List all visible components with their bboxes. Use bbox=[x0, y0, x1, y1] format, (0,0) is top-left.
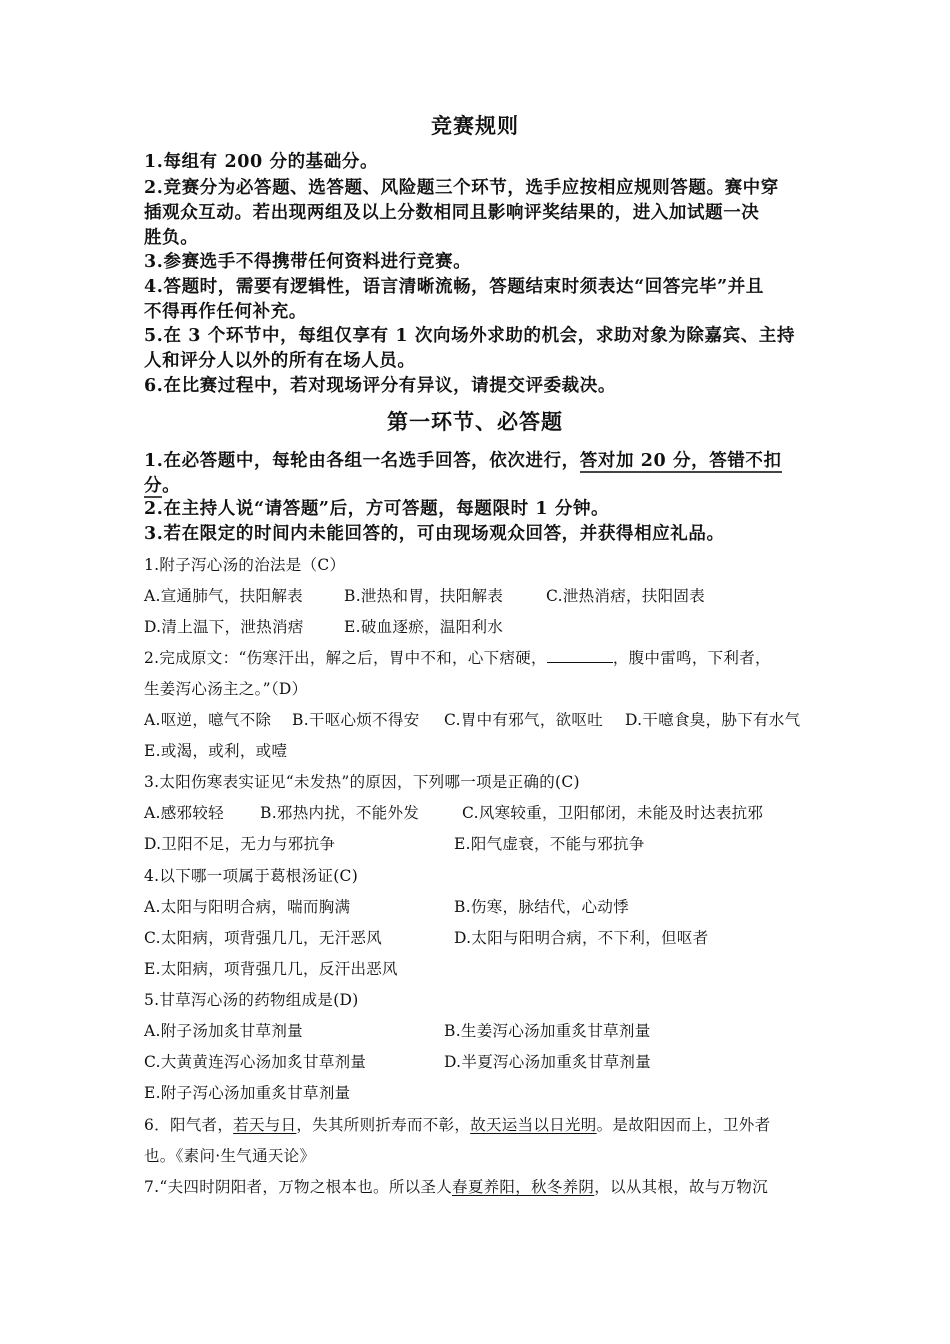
rule-line-8: 5.在 3 个环节中，每组仅享有 1 次向场外求助的机会，求助对象为除嘉宾、主持 bbox=[144, 326, 795, 346]
q5-option-b: B.生姜泻心汤加重炙甘草剂量 bbox=[444, 1022, 651, 1040]
q6-answer-1: 若天与日 bbox=[233, 1116, 297, 1134]
q2-text: 2.完成原文：“伤寒汗出，解之后，胃中不和，心下痞硬， bbox=[144, 649, 547, 667]
q4-option-d: D.太阳与阳明合病，不下利，但呕者 bbox=[454, 929, 709, 947]
question-6-cont: 也。《素问·生气通天论》 bbox=[144, 1147, 316, 1165]
section-rule-1-end: 。 bbox=[162, 476, 181, 496]
q5-option-e: E.附子泻心汤加重炙甘草剂量 bbox=[144, 1084, 351, 1102]
q4-option-a: A.太阳与阳明合病，喘而胸满 bbox=[144, 898, 351, 916]
q6-text-2: ，失其所则折寿而不彰， bbox=[296, 1116, 471, 1134]
q6-text: 6．阳气者， bbox=[144, 1116, 234, 1134]
q3-option-a: A.感邪较轻 bbox=[144, 804, 224, 822]
q5-option-c: C.大黄黄连泻心汤加炙甘草剂量 bbox=[144, 1053, 367, 1071]
q5-option-a: A.附子汤加炙甘草剂量 bbox=[144, 1022, 303, 1040]
section-rule-1 bbox=[144, 449, 824, 473]
q2-option-a: A.呕逆，噫气不除 bbox=[144, 711, 272, 729]
rule-line-6: 4.答题时，需要有逻辑性，语言清晰流畅，答题结束时须表达“回答完毕”并且 bbox=[144, 277, 764, 297]
question-2-cont: 生姜泻心汤主之。”（D） bbox=[144, 680, 308, 698]
q1-option-e: E.破血逐瘀，温阳利水 bbox=[344, 618, 504, 636]
question-4: 4.以下哪一项属于葛根汤证(C) bbox=[144, 867, 359, 885]
q4-option-e: E.太阳病，项背强几几，反汗出恶风 bbox=[144, 960, 398, 978]
question-1: 1.附子泻心汤的治法是（C） bbox=[144, 556, 346, 574]
page-title: 竞赛规则 bbox=[431, 113, 519, 138]
q6-answer-2: 故天运当以日光明 bbox=[470, 1116, 597, 1134]
q2-option-b: B.干呕心烦不得安 bbox=[292, 711, 420, 729]
section-rule-3: 3.若在限定的时间内未能回答的，可由现场观众回答，并获得相应礼品。 bbox=[144, 524, 725, 544]
section-rule-1-highlight: 答对加 20 分，答错不扣 bbox=[579, 451, 782, 471]
q6-text-3: 。是故阳因而上，卫外者 bbox=[596, 1116, 771, 1134]
q3-option-d: D.卫阳不足，无力与邪抗争 bbox=[144, 835, 336, 853]
question-5: 5.甘草泻心汤的药物组成是(D) bbox=[144, 991, 359, 1009]
q3-option-e: E.阳气虚衰，不能与邪抗争 bbox=[454, 835, 645, 853]
q1-option-c: C.泄热消痞，扶阳固表 bbox=[546, 587, 706, 605]
section-rule-1-text: 1.在必答题中，每轮由各组一名选手回答，依次进行， bbox=[144, 451, 580, 471]
q5-option-d: D.半夏泻心汤加重炙甘草剂量 bbox=[444, 1053, 652, 1071]
q3-option-c: C.风寒较重，卫阳郁闭，未能及时达表抗邪 bbox=[462, 804, 764, 822]
section-rule-1-highlight-cont: 分 bbox=[144, 476, 163, 496]
question-3: 3.太阳伤寒表实证见“未发热”的原因，下列哪一项是正确的(C) bbox=[144, 773, 580, 791]
rule-line-4: 胜负。 bbox=[144, 228, 199, 248]
rule-line-3: 插观众互动。若出现两组及以上分数相同且影响评奖结果的，进入加试题一决 bbox=[144, 203, 760, 223]
section-rule-2: 2.在主持人说“请答题”后，方可答题，每题限时 1 分钟。 bbox=[144, 499, 610, 519]
question-2 bbox=[144, 648, 834, 668]
q4-option-b: B.伤寒，脉结代，心动悸 bbox=[454, 898, 629, 916]
rule-line-2: 2.竞赛分为必答题、选答题、风险题三个环节，选手应按相应规则答题。赛中穿 bbox=[144, 178, 779, 198]
rule-line-10: 6.在比赛过程中，若对现场评分有异议，请提交评委裁决。 bbox=[144, 376, 616, 396]
q7-text-2: ，以从其根，故与万物沉 bbox=[594, 1178, 769, 1196]
q7-answer: 春夏养阳，秋冬养阴 bbox=[452, 1178, 595, 1196]
question-6 bbox=[144, 1115, 834, 1135]
q2-option-c: C.胃中有邪气，欲呕吐 bbox=[444, 711, 604, 729]
section-title: 第一环节、必答题 bbox=[387, 409, 563, 434]
q1-option-a: A.宣通肺气，扶阳解表 bbox=[144, 587, 303, 605]
rule-line-9: 人和评分人以外的所有在场人员。 bbox=[144, 351, 416, 371]
rule-line-1: 1.每组有 200 分的基础分。 bbox=[144, 152, 379, 172]
q2-text-cont: ，腹中雷鸣，下利者， bbox=[612, 649, 771, 667]
fill-blank bbox=[547, 648, 613, 663]
q2-option-d: D.干噫食臭，胁下有水气 bbox=[625, 711, 801, 729]
q2-option-e: E.或渴，或利，或噎 bbox=[144, 742, 288, 760]
rule-line-7: 不得再作任何补充。 bbox=[144, 302, 307, 322]
q3-option-b: B.邪热内扰，不能外发 bbox=[260, 804, 420, 822]
section-rule-1-cont bbox=[144, 474, 824, 498]
q4-option-c: C.太阳病，项背强几几，无汗恶风 bbox=[144, 929, 383, 947]
q1-option-b: B.泄热和胃，扶阳解表 bbox=[344, 587, 504, 605]
q7-text: 7.“夫四时阴阳者，万物之根本也。所以圣人 bbox=[144, 1178, 453, 1196]
question-7 bbox=[144, 1177, 834, 1197]
rule-line-5: 3.参赛选手不得携带任何资料进行竞赛。 bbox=[144, 252, 472, 272]
q1-option-d: D.清上温下，泄热消痞 bbox=[144, 618, 304, 636]
